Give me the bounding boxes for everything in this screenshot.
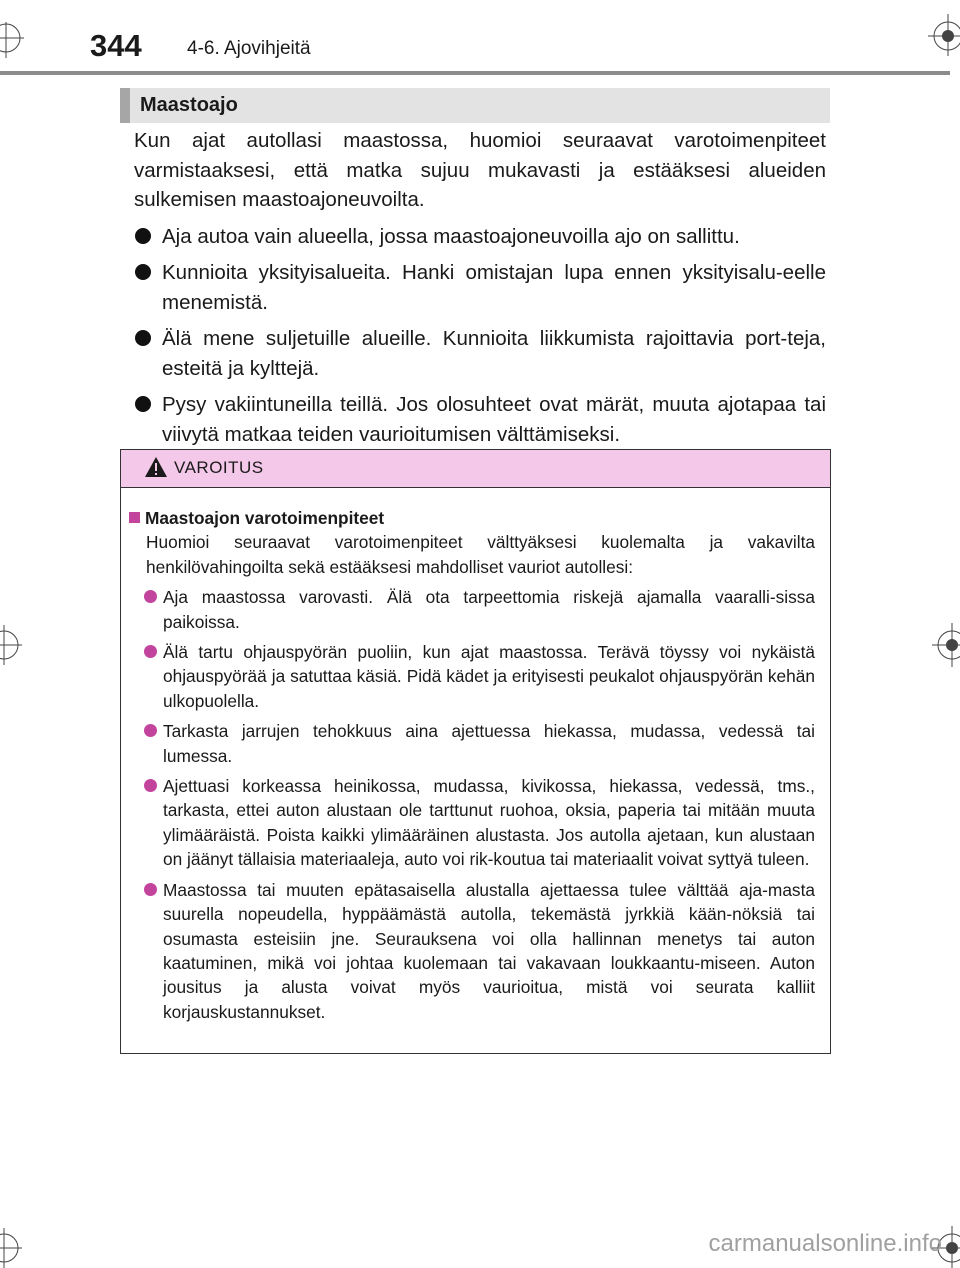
- rules-list: [134, 222, 826, 450]
- section-title-bar: [120, 88, 830, 123]
- warning-box: [120, 449, 831, 1054]
- warning-triangle-icon: [144, 456, 168, 483]
- crop-mark-middle-left: [0, 625, 30, 665]
- bullet-icon: [135, 228, 151, 244]
- bullet-icon: [144, 645, 157, 658]
- warning-label: VAROITUS: [174, 458, 264, 477]
- list-item: [121, 878, 815, 1024]
- section-title: Maastoajo: [140, 94, 238, 116]
- list-item: [134, 258, 826, 317]
- crop-mark-top-right: [918, 14, 960, 56]
- warning-list: [121, 585, 830, 1024]
- list-item-text: Aja autoa vain alueella, jossa maastoajoneuvoilla ajo on sallittu.: [162, 224, 740, 248]
- list-item: [134, 390, 826, 449]
- list-item: [134, 222, 826, 252]
- list-item-text: Älä mene suljetuille alueille. Kunnioita liikkumista rajoittavia port-teja, esteitä ja kylttejä.: [162, 327, 826, 380]
- bullet-icon: [144, 724, 157, 737]
- warning-intro: Huomioi seuraavat varotoimenpiteet välttyäksesi kuolemalta ja vakavilta henkilövahingoilta sekä estääksesi mahdolliset vauriot autollesi:: [146, 532, 815, 577]
- crop-mark-bottom-left: [0, 1228, 30, 1268]
- bullet-icon: [144, 590, 157, 603]
- list-item-text: Aja maastossa varovasti. Älä ota tarpeettomia riskejä ajamalla vaaralli-sissa paikoissa.: [163, 587, 815, 632]
- crop-mark-middle-right: [922, 623, 960, 667]
- list-item: [121, 585, 815, 634]
- main-content: [134, 126, 826, 456]
- warning-body: [121, 506, 830, 1030]
- list-item: [134, 324, 826, 383]
- bullet-icon: [135, 330, 151, 346]
- list-item-text: Ajettuasi korkeassa heinikossa, mudassa, kivikossa, hiekassa, vedessä, tms., tarkasta, ettei auton alustaan ole tarttunut ruohoa, oksia, paperia tai mitään muuta ylimääräistä. Poista kaikki ylimääräinen alustasta. Jos autolla ajetaan, kun alustaan on jäänyt tällaisia materiaaleja, auto voi rik-koutua tai materiaalit voivat syttyä tuleen.: [163, 776, 815, 870]
- watermark: carmanualsonline.info: [708, 1230, 942, 1257]
- title-bar-accent: [120, 88, 130, 123]
- list-item-text: Maastossa tai muuten epätasaisella alustalla ajettaessa tulee välttää aja-masta suurella nopeudella, hyppäämästä autolla, tekemästä jyrkkiä kään-nöksiä tai osumasta esteisiin jne. Seurauksena voi olla hallinnan menetys tai auton kaatuminen, mikä voi johtaa kuolemaan tai vakavaan loukkaantu-miseen. Auton jousitus ja alusta voivat myös vaurioitua, mistä voi seurata kalliit korjauskustannukset.: [163, 879, 815, 1022]
- bullet-icon: [144, 883, 157, 896]
- section-intro: Kun ajat autollasi maastossa, huomioi seuraavat varotoimenpiteet varmistaaksesi, että matka sujuu mukavasti ja estääksesi alueiden sulkemisen maastoajoneuvoilta.: [134, 129, 826, 211]
- warning-subheading: [121, 506, 830, 530]
- square-bullet-icon: [129, 512, 140, 523]
- list-item: [121, 719, 815, 768]
- list-item-text: Kunnioita yksityisalueita. Hanki omistajan lupa ennen yksityisalu-eelle menemistä.: [162, 261, 826, 314]
- section-path: 4-6. Ajovihjeitä: [187, 38, 311, 59]
- list-item: [121, 640, 815, 713]
- warning-subheading-text: Maastoajon varotoimenpiteet: [145, 508, 385, 528]
- warning-header: [121, 450, 830, 488]
- bullet-icon: [135, 396, 151, 412]
- list-item-text: Tarkasta jarrujen tehokkuus aina ajettuessa hiekassa, mudassa, vedessä tai lumessa.: [163, 721, 815, 766]
- list-item-text: Pysy vakiintuneilla teillä. Jos olosuhteet ovat märät, muuta ajotapaa tai viivytä matkaa teiden vaurioitumisen välttämiseksi.: [162, 393, 826, 446]
- crop-mark-top-left: [0, 22, 40, 62]
- list-item: [121, 774, 815, 872]
- list-item-text: Älä tartu ohjauspyörän puoliin, kun ajat maastossa. Terävä töyssy voi nykäistä ohjauspyörää ja satuttaa käsiä. Pidä kädet ja erityisesti peukalot ohjauspyörän kehän ulkopuolella.: [163, 642, 815, 711]
- bullet-icon: [135, 264, 151, 280]
- header-rule: [0, 71, 950, 75]
- bullet-icon: [144, 779, 157, 792]
- page-number: 344: [90, 28, 142, 63]
